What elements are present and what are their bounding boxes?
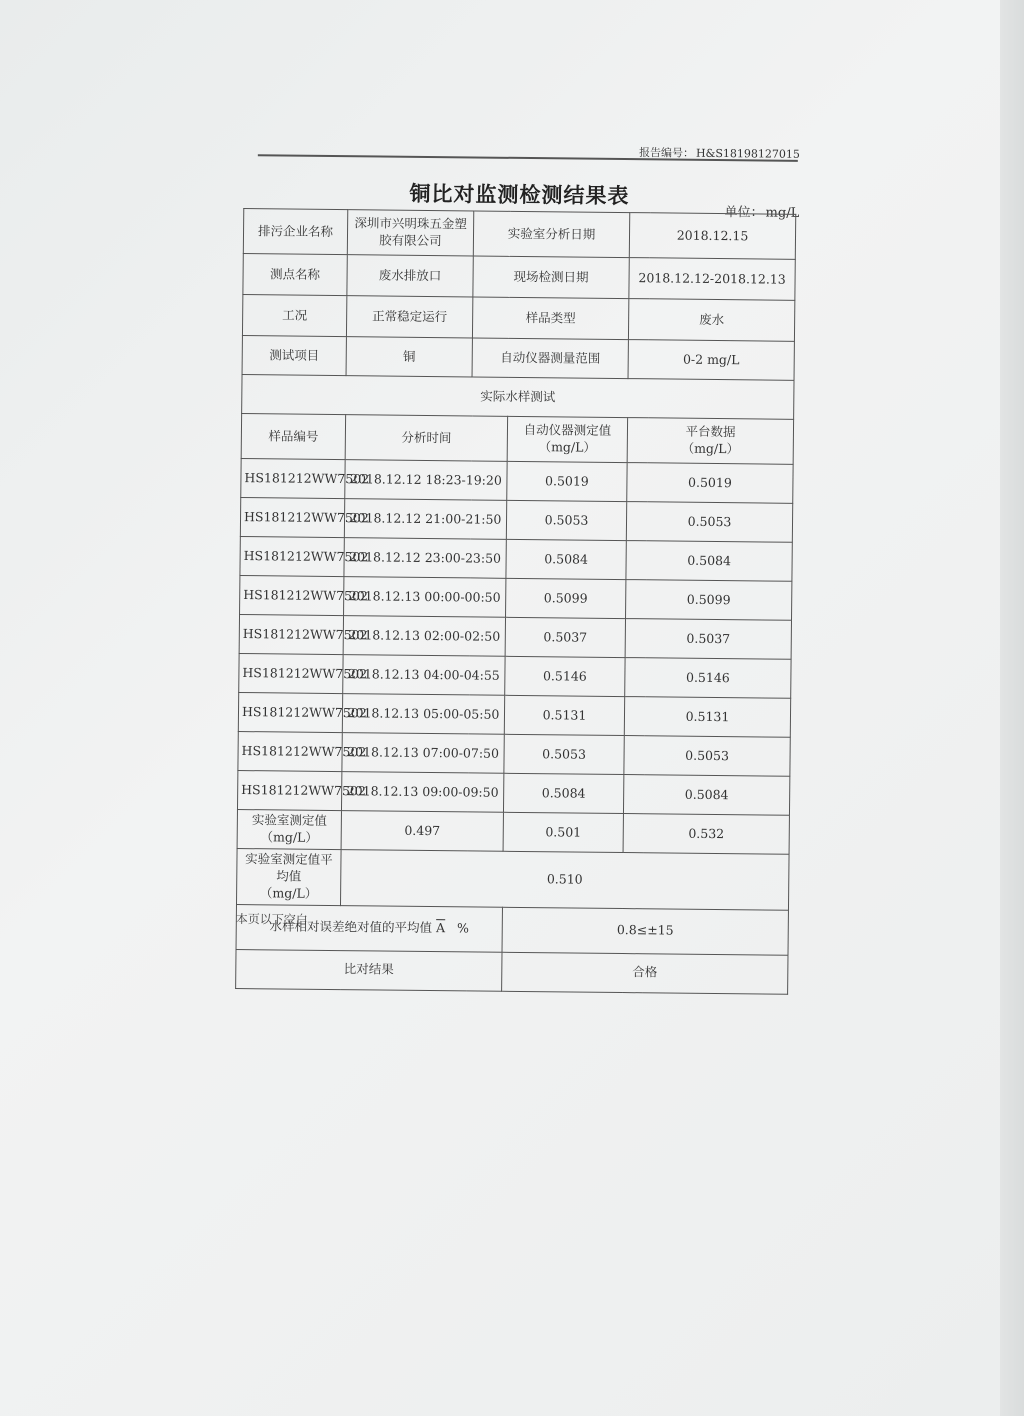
col-auto-value-unit: （mg/L）	[538, 439, 597, 455]
error-row	[236, 904, 788, 955]
lab-average-label-line1: 实验室测定值平均值	[245, 851, 333, 884]
analysis-time-cell: 2018.12.13 09:00-09:50	[341, 772, 503, 813]
table-row	[241, 459, 793, 504]
lab-date-label: 实验室分析日期	[473, 211, 629, 258]
info-row-point	[243, 254, 795, 301]
analysis-time-cell: 2018.12.13 05:00-05:50	[342, 694, 504, 735]
analysis-time-cell: 2018.12.12 23:00-23:50	[344, 538, 506, 579]
item-label: 测试项目	[242, 336, 346, 376]
page-title: 铜比对监测检测结果表	[409, 180, 630, 209]
auto-value-cell: 0.5146	[505, 656, 625, 696]
section-row	[242, 375, 794, 420]
analysis-time-cell: 2018.12.13 02:00-02:50	[343, 616, 505, 657]
error-label-text: 水样相对误差绝对值的平均值	[269, 918, 433, 936]
analysis-time-cell: 2018.12.12 21:00-21:50	[344, 499, 506, 540]
table-row	[240, 576, 792, 621]
result-label: 比对结果	[236, 949, 502, 991]
platform-value-cell: 0.5131	[624, 697, 790, 738]
lab-date-value: 2018.12.15	[629, 213, 795, 260]
report-number-label: 报告编号：	[638, 146, 695, 160]
point-label: 测点名称	[243, 254, 347, 296]
report-number-value: H&S18198127015	[695, 146, 800, 161]
info-row-company	[243, 209, 795, 260]
unit-label: 单位：	[724, 205, 764, 221]
error-value: 0.8≤±15	[502, 907, 788, 955]
info-row-item	[242, 336, 794, 381]
col-auto-value	[507, 416, 627, 462]
sample-no-cell: HS181212WW7502	[239, 654, 343, 694]
auto-value-cell: 0.5019	[507, 461, 627, 501]
company-value: 深圳市兴明珠五金塑胶有限公司	[347, 210, 473, 256]
company-label: 排污企业名称	[243, 209, 347, 255]
item-value: 铜	[346, 337, 472, 377]
range-label: 自动仪器测量范围	[472, 338, 628, 379]
column-header-row	[241, 414, 793, 465]
analysis-time-cell: 2018.12.13 00:00-00:50	[344, 577, 506, 618]
sample-no-cell: HS181212WW7502	[239, 615, 343, 655]
condition-value: 正常稳定运行	[346, 296, 472, 338]
platform-value-cell: 0.5019	[627, 463, 793, 504]
paper-edge	[1000, 0, 1024, 1416]
table-row	[240, 537, 792, 582]
auto-value-cell: 0.5053	[506, 500, 626, 540]
col-platform	[627, 418, 793, 465]
lab-average-label	[236, 849, 341, 906]
table-row	[240, 498, 792, 543]
sample-no-cell: HS181212WW7502	[240, 576, 344, 616]
auto-value-cell: 0.5084	[503, 773, 623, 813]
sample-no-cell: HS181212WW7502	[237, 771, 341, 811]
platform-value-cell: 0.5084	[626, 541, 792, 582]
platform-value-cell: 0.5053	[626, 502, 792, 543]
lab-values-label: 实验室测定值（mg/L）	[237, 810, 341, 850]
platform-value-cell: 0.5084	[623, 775, 789, 816]
data-rows	[237, 459, 793, 816]
lab-values-row	[237, 810, 789, 855]
condition-label: 工况	[242, 295, 346, 337]
lab-value-3: 0.532	[623, 814, 789, 855]
site-date-value: 2018.12.12-2018.12.13	[629, 258, 795, 301]
analysis-time-cell: 2018.12.13 04:00-04:55	[343, 655, 505, 696]
auto-value-cell: 0.5084	[506, 539, 626, 579]
sample-no-cell: HS181212WW7502	[240, 498, 344, 538]
table-row	[238, 732, 790, 777]
error-percent: %	[456, 920, 470, 936]
sample-no-cell: HS181212WW7502	[238, 732, 342, 772]
auto-value-cell: 0.5131	[504, 695, 624, 735]
col-analysis-time: 分析时间	[345, 415, 507, 462]
report-number	[639, 144, 800, 162]
analysis-time-cell: 2018.12.12 18:23-19:20	[345, 460, 507, 501]
auto-value-cell: 0.5037	[505, 617, 625, 657]
sample-no-cell: HS181212WW7502	[241, 459, 345, 499]
analysis-time-cell: 2018.12.13 07:00-07:50	[342, 733, 504, 774]
site-date-label: 现场检测日期	[473, 256, 629, 299]
document	[235, 140, 800, 980]
platform-value-cell: 0.5146	[625, 658, 791, 699]
info-row-condition	[242, 295, 794, 342]
auto-value-cell: 0.5099	[506, 578, 626, 618]
unit-value: mg/L	[765, 205, 800, 221]
sample-type-label: 样品类型	[472, 297, 628, 340]
table-row	[238, 693, 790, 738]
blank-page-note: 本页以下空白	[235, 911, 308, 927]
platform-value-cell: 0.5037	[625, 619, 791, 660]
col-platform-unit: （mg/L）	[681, 440, 740, 457]
lab-average-row	[236, 849, 789, 910]
lab-average-label-line2: （mg/L）	[259, 885, 318, 901]
result-row	[236, 949, 788, 994]
col-platform-title: 平台数据	[685, 423, 736, 440]
lab-value-1: 0.497	[341, 811, 503, 852]
sample-no-cell: HS181212WW7502	[238, 693, 342, 733]
sample-type-value: 废水	[628, 299, 794, 342]
range-value: 0-2 mg/L	[628, 340, 794, 381]
table-row	[239, 654, 791, 699]
sample-no-cell: HS181212WW7502	[240, 537, 344, 577]
platform-value-cell: 0.5099	[626, 580, 792, 621]
col-auto-value-title: 自动仪器测定值	[523, 422, 612, 439]
lab-value-2: 0.501	[503, 812, 623, 852]
results-table	[235, 208, 796, 994]
point-value: 废水排放口	[347, 255, 473, 297]
platform-value-cell: 0.5053	[624, 736, 790, 777]
auto-value-cell: 0.5053	[504, 734, 624, 774]
col-sample-no: 样品编号	[241, 414, 345, 460]
table-row	[239, 615, 791, 660]
lab-average-value: 0.510	[340, 850, 789, 910]
section-title: 实际水样测试	[242, 375, 794, 420]
error-symbol: $\overline{A}$	[436, 920, 446, 936]
result-value: 合格	[502, 952, 788, 994]
table-row	[237, 771, 789, 816]
